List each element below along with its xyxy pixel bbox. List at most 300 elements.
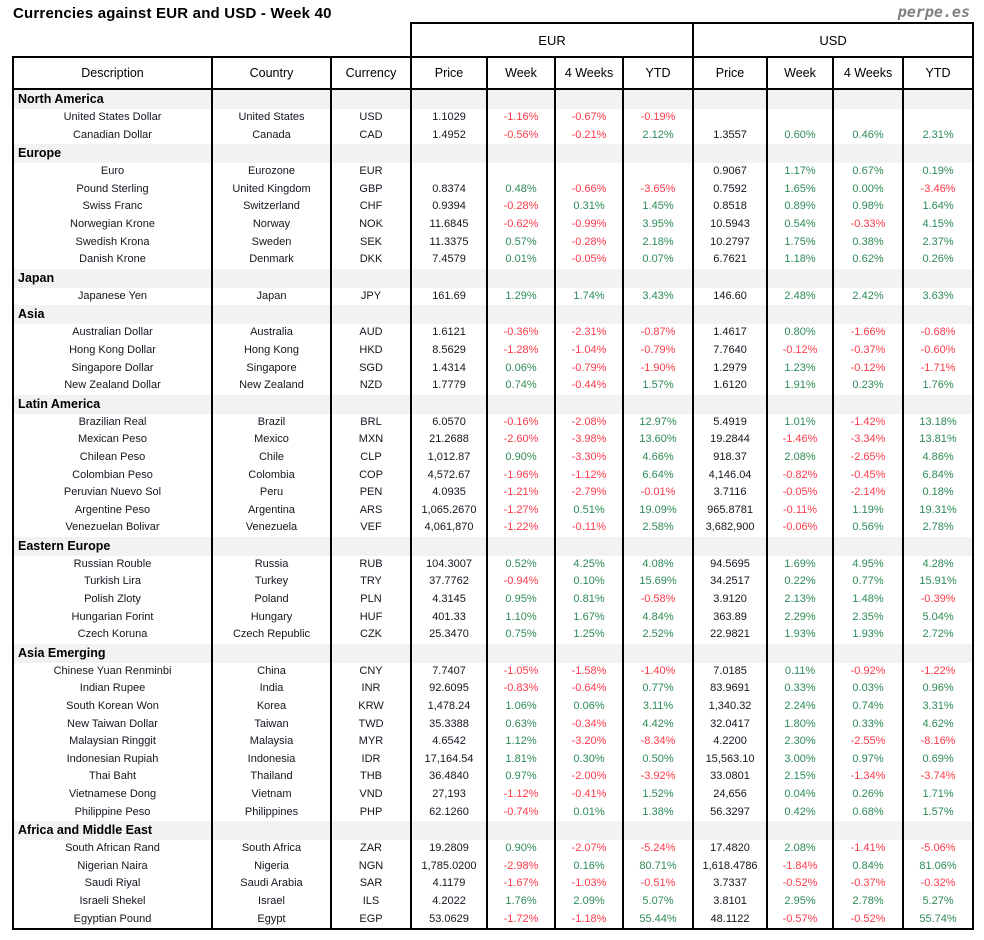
- cell-eur-ytd: -0.01%: [623, 484, 693, 502]
- cell-usd-week: 2.15%: [767, 768, 833, 786]
- table-row: [13, 716, 973, 734]
- cell-country: Eurozone: [212, 163, 331, 181]
- cell-eur-4weeks: -0.41%: [555, 786, 623, 804]
- cell-usd-ytd: 0.96%: [903, 680, 973, 698]
- cell-eur-week: -0.94%: [487, 573, 555, 591]
- cell-eur-week: -2.98%: [487, 858, 555, 876]
- cell-eur-price: 4,572.67: [411, 467, 487, 485]
- cell-usd-week: 1.93%: [767, 626, 833, 644]
- cell-description: Malaysian Ringgit: [13, 733, 212, 751]
- cell-eur-ytd: -1.90%: [623, 360, 693, 378]
- cell-usd-week: 3.00%: [767, 751, 833, 769]
- cell-usd-week: 2.08%: [767, 449, 833, 467]
- section-cell: [212, 537, 331, 556]
- column-header-3: Price: [411, 57, 487, 89]
- section-cell: [767, 537, 833, 556]
- cell-currency: TRY: [331, 573, 411, 591]
- cell-country: Australia: [212, 324, 331, 342]
- column-header-8: Week: [767, 57, 833, 89]
- cell-eur-ytd: 4.66%: [623, 449, 693, 467]
- cell-eur-ytd: -0.19%: [623, 109, 693, 127]
- column-header-5: 4 Weeks: [555, 57, 623, 89]
- cell-usd-4weeks: 0.97%: [833, 751, 903, 769]
- cell-usd-4weeks: 0.67%: [833, 163, 903, 181]
- cell-eur-price: 4.0935: [411, 484, 487, 502]
- cell-eur-price: 1.7779: [411, 377, 487, 395]
- cell-country: Israel: [212, 893, 331, 911]
- table-row: [13, 502, 973, 520]
- cell-usd-week: 2.95%: [767, 893, 833, 911]
- section-cell: [331, 537, 411, 556]
- cell-eur-4weeks: 0.16%: [555, 858, 623, 876]
- cell-eur-price: 4.1179: [411, 875, 487, 893]
- cell-country: Sweden: [212, 234, 331, 252]
- cell-eur-ytd: 2.18%: [623, 234, 693, 252]
- cell-usd-price: 83.9691: [693, 680, 767, 698]
- cell-country: Mexico: [212, 431, 331, 449]
- table-row: [13, 911, 973, 930]
- cell-eur-ytd: 1.57%: [623, 377, 693, 395]
- cell-currency: HKD: [331, 342, 411, 360]
- cell-currency: PHP: [331, 804, 411, 822]
- cell-usd-ytd: 55.74%: [903, 911, 973, 930]
- cell-eur-4weeks: 0.01%: [555, 804, 623, 822]
- cell-currency: COP: [331, 467, 411, 485]
- cell-description: South African Rand: [13, 840, 212, 858]
- cell-description: Saudi Riyal: [13, 875, 212, 893]
- cell-currency: ZAR: [331, 840, 411, 858]
- cell-eur-week: 0.90%: [487, 840, 555, 858]
- cell-eur-ytd: -5.24%: [623, 840, 693, 858]
- section-cell: [833, 89, 903, 109]
- cell-usd-week: 1.91%: [767, 377, 833, 395]
- section-cell: [693, 537, 767, 556]
- cell-usd-ytd: 3.63%: [903, 288, 973, 306]
- cell-usd-price: 0.8518: [693, 198, 767, 216]
- cell-country: Venezuela: [212, 519, 331, 537]
- cell-eur-week: -1.12%: [487, 786, 555, 804]
- cell-eur-week: -0.28%: [487, 198, 555, 216]
- cell-eur-week: -0.16%: [487, 414, 555, 432]
- section-cell: [833, 537, 903, 556]
- cell-eur-week: -0.83%: [487, 680, 555, 698]
- section-cell: [767, 269, 833, 288]
- cell-country: Colombia: [212, 467, 331, 485]
- cell-usd-ytd: 1.71%: [903, 786, 973, 804]
- table-row: [13, 556, 973, 574]
- cell-currency: INR: [331, 680, 411, 698]
- cell-currency: IDR: [331, 751, 411, 769]
- table-row: [13, 216, 973, 234]
- section-cell: [623, 537, 693, 556]
- table-row: [13, 360, 973, 378]
- cell-usd-price: 3.7337: [693, 875, 767, 893]
- cell-usd-4weeks: -2.55%: [833, 733, 903, 751]
- cell-usd-price: 1.6120: [693, 377, 767, 395]
- cell-usd-price: 5.4919: [693, 414, 767, 432]
- cell-usd-price: 3.9120: [693, 591, 767, 609]
- cell-description: Polish Zloty: [13, 591, 212, 609]
- cell-usd-4weeks: -0.52%: [833, 911, 903, 930]
- cell-eur-ytd: 2.12%: [623, 127, 693, 145]
- cell-eur-price: 19.2809: [411, 840, 487, 858]
- section-title: Japan: [13, 269, 212, 288]
- section-cell: [693, 144, 767, 163]
- cell-eur-ytd: 1.45%: [623, 198, 693, 216]
- cell-usd-4weeks: 0.38%: [833, 234, 903, 252]
- section-cell: [623, 395, 693, 414]
- cell-eur-price: 62.1260: [411, 804, 487, 822]
- cell-eur-week: 0.97%: [487, 768, 555, 786]
- cell-usd-4weeks: -1.34%: [833, 768, 903, 786]
- section-cell: [767, 644, 833, 663]
- section-cell: [693, 395, 767, 414]
- section-cell: [903, 395, 973, 414]
- cell-usd-4weeks: -0.92%: [833, 663, 903, 681]
- cell-usd-ytd: 2.37%: [903, 234, 973, 252]
- section-cell: [833, 821, 903, 840]
- section-cell: [212, 821, 331, 840]
- cell-eur-4weeks: -0.44%: [555, 377, 623, 395]
- section-cell: [411, 821, 487, 840]
- cell-usd-price: 4.2200: [693, 733, 767, 751]
- section-cell: [331, 269, 411, 288]
- cell-country: New Zealand: [212, 377, 331, 395]
- section-cell: [833, 305, 903, 324]
- cell-eur-price: 401.33: [411, 609, 487, 627]
- cell-eur-ytd: 2.52%: [623, 626, 693, 644]
- table-row: [13, 698, 973, 716]
- cell-eur-week: -0.74%: [487, 804, 555, 822]
- table-row: [13, 519, 973, 537]
- cell-description: Israeli Shekel: [13, 893, 212, 911]
- cell-usd-week: 2.24%: [767, 698, 833, 716]
- section-cell: [487, 537, 555, 556]
- cell-usd-ytd: 19.31%: [903, 502, 973, 520]
- column-header-0: Description: [13, 57, 212, 89]
- cell-usd-ytd: 4.28%: [903, 556, 973, 574]
- cell-usd-price: 7.0185: [693, 663, 767, 681]
- cell-usd-4weeks: -0.37%: [833, 342, 903, 360]
- cell-usd-ytd: 0.18%: [903, 484, 973, 502]
- cell-usd-price: 7.7640: [693, 342, 767, 360]
- section-cell: [693, 644, 767, 663]
- section-cell: [555, 269, 623, 288]
- cell-usd-week: -1.84%: [767, 858, 833, 876]
- cell-eur-week: -2.60%: [487, 431, 555, 449]
- section-cell: [212, 269, 331, 288]
- cell-usd-price: 6.7621: [693, 251, 767, 269]
- cell-eur-week: 0.52%: [487, 556, 555, 574]
- cell-usd-price: 48.1122: [693, 911, 767, 930]
- cell-usd-price: [693, 109, 767, 127]
- cell-eur-ytd: 4.42%: [623, 716, 693, 734]
- section-cell: [331, 644, 411, 663]
- cell-usd-ytd: -5.06%: [903, 840, 973, 858]
- cell-description: Indonesian Rupiah: [13, 751, 212, 769]
- table-row: [13, 234, 973, 252]
- cell-eur-price: 0.9394: [411, 198, 487, 216]
- cell-eur-ytd: -1.40%: [623, 663, 693, 681]
- cell-eur-price: 27,193: [411, 786, 487, 804]
- cell-eur-4weeks: 0.06%: [555, 698, 623, 716]
- cell-eur-ytd: 4.84%: [623, 609, 693, 627]
- cell-usd-week: 0.80%: [767, 324, 833, 342]
- cell-usd-ytd: [903, 109, 973, 127]
- cell-description: Egyptian Pound: [13, 911, 212, 930]
- cell-country: Russia: [212, 556, 331, 574]
- cell-currency: SEK: [331, 234, 411, 252]
- cell-usd-ytd: 0.69%: [903, 751, 973, 769]
- cell-eur-price: 1.4952: [411, 127, 487, 145]
- cell-country: Saudi Arabia: [212, 875, 331, 893]
- cell-currency: NGN: [331, 858, 411, 876]
- cell-eur-4weeks: 1.74%: [555, 288, 623, 306]
- cell-currency: VEF: [331, 519, 411, 537]
- cell-usd-week: 1.23%: [767, 360, 833, 378]
- section-title: Europe: [13, 144, 212, 163]
- section-cell: [555, 89, 623, 109]
- cell-usd-week: 2.29%: [767, 609, 833, 627]
- cell-usd-4weeks: -1.42%: [833, 414, 903, 432]
- cell-description: Singapore Dollar: [13, 360, 212, 378]
- cell-usd-price: 1.4617: [693, 324, 767, 342]
- cell-usd-ytd: 1.76%: [903, 377, 973, 395]
- cell-eur-4weeks: -0.34%: [555, 716, 623, 734]
- cell-country: Turkey: [212, 573, 331, 591]
- cell-currency: USD: [331, 109, 411, 127]
- cell-description: Turkish Lira: [13, 573, 212, 591]
- cell-eur-week: -1.21%: [487, 484, 555, 502]
- cell-usd-4weeks: 1.48%: [833, 591, 903, 609]
- cell-usd-ytd: -0.60%: [903, 342, 973, 360]
- section-cell: [903, 537, 973, 556]
- cell-description: New Taiwan Dollar: [13, 716, 212, 734]
- section-cell: [555, 305, 623, 324]
- cell-usd-week: 2.08%: [767, 840, 833, 858]
- cell-currency: JPY: [331, 288, 411, 306]
- section-cell: [555, 395, 623, 414]
- section-cell: [411, 144, 487, 163]
- cell-description: Canadian Dollar: [13, 127, 212, 145]
- cell-usd-4weeks: 0.26%: [833, 786, 903, 804]
- cell-currency: VND: [331, 786, 411, 804]
- cell-usd-price: 94.5695: [693, 556, 767, 574]
- cell-country: United States: [212, 109, 331, 127]
- cell-usd-ytd: 13.81%: [903, 431, 973, 449]
- section-cell: [903, 89, 973, 109]
- cell-country: Vietnam: [212, 786, 331, 804]
- cell-eur-ytd: -0.51%: [623, 875, 693, 893]
- cell-usd-4weeks: 0.46%: [833, 127, 903, 145]
- cell-eur-week: -1.16%: [487, 109, 555, 127]
- cell-description: Thai Baht: [13, 768, 212, 786]
- cell-eur-week: -0.56%: [487, 127, 555, 145]
- cell-usd-4weeks: 0.68%: [833, 804, 903, 822]
- cell-currency: MXN: [331, 431, 411, 449]
- cell-usd-4weeks: 0.74%: [833, 698, 903, 716]
- cell-usd-price: 3.7116: [693, 484, 767, 502]
- cell-currency: PEN: [331, 484, 411, 502]
- cell-eur-ytd: -0.79%: [623, 342, 693, 360]
- cell-eur-week: -1.05%: [487, 663, 555, 681]
- cell-usd-price: 1.2979: [693, 360, 767, 378]
- section-cell: [693, 821, 767, 840]
- table-row: [13, 573, 973, 591]
- section-cell: [693, 89, 767, 109]
- cell-description: Hungarian Forint: [13, 609, 212, 627]
- cell-eur-price: 1.1029: [411, 109, 487, 127]
- table-row: [13, 109, 973, 127]
- cell-usd-ytd: -3.46%: [903, 181, 973, 199]
- cell-country: Korea: [212, 698, 331, 716]
- cell-eur-ytd: 6.64%: [623, 467, 693, 485]
- section-cell: [833, 395, 903, 414]
- cell-description: New Zealand Dollar: [13, 377, 212, 395]
- header-spacer: [13, 23, 411, 57]
- cell-currency: CZK: [331, 626, 411, 644]
- cell-description: Venezuelan Bolivar: [13, 519, 212, 537]
- table-row: [13, 163, 973, 181]
- section-title: Eastern Europe: [13, 537, 212, 556]
- cell-usd-week: -0.12%: [767, 342, 833, 360]
- cell-eur-price: 11.6845: [411, 216, 487, 234]
- cell-currency: AUD: [331, 324, 411, 342]
- table-row: [13, 467, 973, 485]
- group-header-usd: USD: [693, 23, 973, 57]
- cell-usd-ytd: -0.68%: [903, 324, 973, 342]
- section-cell: [693, 305, 767, 324]
- cell-usd-price: 3.8101: [693, 893, 767, 911]
- cell-usd-week: 1.18%: [767, 251, 833, 269]
- section-title: Latin America: [13, 395, 212, 414]
- table-row: [13, 680, 973, 698]
- cell-usd-ytd: -1.22%: [903, 663, 973, 681]
- cell-eur-price: 92.6095: [411, 680, 487, 698]
- cell-usd-ytd: 15.91%: [903, 573, 973, 591]
- cell-country: Czech Republic: [212, 626, 331, 644]
- cell-currency: SGD: [331, 360, 411, 378]
- section-cell: [767, 395, 833, 414]
- cell-usd-week: -0.57%: [767, 911, 833, 930]
- section-cell: [767, 89, 833, 109]
- table-row: [13, 181, 973, 199]
- cell-usd-ytd: 1.64%: [903, 198, 973, 216]
- table-row: [13, 733, 973, 751]
- cell-currency: CNY: [331, 663, 411, 681]
- cell-usd-price: 15,563.10: [693, 751, 767, 769]
- cell-usd-ytd: 2.78%: [903, 519, 973, 537]
- table-row: [13, 377, 973, 395]
- table-row: [13, 893, 973, 911]
- group-header-eur: EUR: [411, 23, 693, 57]
- cell-usd-ytd: 5.27%: [903, 893, 973, 911]
- cell-eur-ytd: 55.44%: [623, 911, 693, 930]
- cell-country: United Kingdom: [212, 181, 331, 199]
- cell-eur-ytd: 0.50%: [623, 751, 693, 769]
- cell-usd-price: 1,340.32: [693, 698, 767, 716]
- cell-eur-ytd: -8.34%: [623, 733, 693, 751]
- cell-usd-week: -0.11%: [767, 502, 833, 520]
- cell-description: Philippine Peso: [13, 804, 212, 822]
- cell-eur-4weeks: -2.08%: [555, 414, 623, 432]
- cell-usd-4weeks: -0.37%: [833, 875, 903, 893]
- cell-eur-4weeks: 2.09%: [555, 893, 623, 911]
- cell-eur-ytd: 2.58%: [623, 519, 693, 537]
- section-cell: [411, 269, 487, 288]
- cell-eur-4weeks: 1.67%: [555, 609, 623, 627]
- cell-eur-week: 0.63%: [487, 716, 555, 734]
- cell-eur-price: 35.3388: [411, 716, 487, 734]
- cell-description: Argentine Peso: [13, 502, 212, 520]
- cell-currency: HUF: [331, 609, 411, 627]
- section-cell: [411, 89, 487, 109]
- cell-usd-4weeks: 2.35%: [833, 609, 903, 627]
- cell-currency: NZD: [331, 377, 411, 395]
- cell-description: Swedish Krona: [13, 234, 212, 252]
- section-cell: [903, 644, 973, 663]
- section-cell: [555, 644, 623, 663]
- cell-usd-ytd: 81.06%: [903, 858, 973, 876]
- cell-usd-4weeks: -2.14%: [833, 484, 903, 502]
- table-row: [13, 414, 973, 432]
- cell-country: Indonesia: [212, 751, 331, 769]
- cell-currency: ILS: [331, 893, 411, 911]
- section-cell: [487, 269, 555, 288]
- section-row: [13, 537, 973, 556]
- cell-eur-week: 1.10%: [487, 609, 555, 627]
- cell-usd-ytd: 6.84%: [903, 467, 973, 485]
- cell-eur-week: 0.75%: [487, 626, 555, 644]
- cell-eur-price: 25.3470: [411, 626, 487, 644]
- cell-usd-4weeks: 1.19%: [833, 502, 903, 520]
- cell-usd-ytd: 4.86%: [903, 449, 973, 467]
- cell-country: Thailand: [212, 768, 331, 786]
- section-row: [13, 144, 973, 163]
- cell-eur-4weeks: -0.21%: [555, 127, 623, 145]
- cell-usd-ytd: -0.32%: [903, 875, 973, 893]
- cell-eur-price: 21.2688: [411, 431, 487, 449]
- cell-eur-price: 4,061,870: [411, 519, 487, 537]
- cell-description: United States Dollar: [13, 109, 212, 127]
- cell-description: Colombian Peso: [13, 467, 212, 485]
- cell-eur-price: 37.7762: [411, 573, 487, 591]
- cell-usd-price: 965.8781: [693, 502, 767, 520]
- cell-description: South Korean Won: [13, 698, 212, 716]
- cell-eur-4weeks: -0.79%: [555, 360, 623, 378]
- cell-eur-4weeks: -3.20%: [555, 733, 623, 751]
- cell-usd-ytd: 3.31%: [903, 698, 973, 716]
- cell-usd-ytd: 2.31%: [903, 127, 973, 145]
- cell-usd-week: 0.89%: [767, 198, 833, 216]
- table-row: [13, 127, 973, 145]
- cell-usd-price: 363.89: [693, 609, 767, 627]
- cell-usd-week: 0.33%: [767, 680, 833, 698]
- section-cell: [623, 269, 693, 288]
- section-title: Asia Emerging: [13, 644, 212, 663]
- cell-currency: KRW: [331, 698, 411, 716]
- table-row: [13, 751, 973, 769]
- section-cell: [331, 144, 411, 163]
- cell-eur-week: 1.29%: [487, 288, 555, 306]
- section-cell: [331, 395, 411, 414]
- section-cell: [555, 821, 623, 840]
- section-row: [13, 305, 973, 324]
- cell-currency: TWD: [331, 716, 411, 734]
- cell-usd-price: 56.3297: [693, 804, 767, 822]
- cell-eur-price: 4.2022: [411, 893, 487, 911]
- table-row: [13, 342, 973, 360]
